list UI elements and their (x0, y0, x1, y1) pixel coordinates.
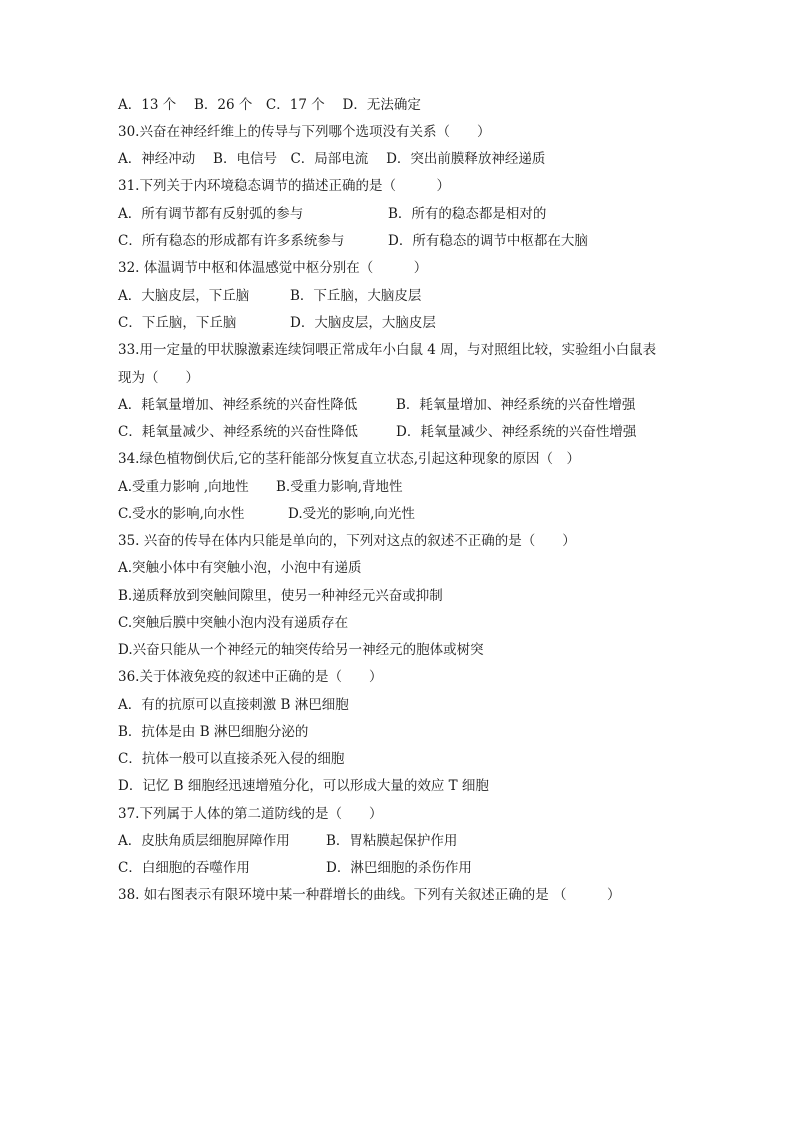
option-c: C．抗体一般可以直接杀死入侵的细胞 (118, 751, 345, 767)
q31-options-ab (118, 205, 547, 223)
question-stem: 30.兴奋在神经纤维上的传导与下列哪个选项没有关系（ ） (118, 124, 491, 140)
option-a: A.突触小体中有突触小泡，小泡中有递质 (118, 560, 362, 576)
q29-options (118, 96, 421, 114)
q35-option-d (118, 641, 484, 659)
q34-options-cd (118, 505, 415, 523)
question-stem: 36.关于体液免疫的叙述中正确的是（ ） (118, 669, 383, 685)
question-stem: 31.下列关于内环境稳态调节的描述正确的是（ ） (118, 178, 450, 194)
question-stem: 37.下列属于人体的第二道防线的是（ ） (118, 806, 383, 822)
q30-stem (118, 123, 490, 141)
option-d: D．记忆 B 细胞经迅速增殖分化，可以形成大量的效应 T 细胞 (118, 778, 489, 794)
q33-options-ab (118, 396, 636, 414)
option-a: A．有的抗原可以直接刺激 B 淋巴细胞 (118, 697, 349, 713)
q35-stem (118, 532, 576, 550)
q31-stem (118, 177, 450, 195)
q32-options-cd (118, 314, 436, 332)
q37-options-ab (118, 832, 458, 850)
q30-options (118, 150, 545, 168)
q34-stem (118, 450, 580, 468)
question-stem: 35. 兴奋的传导在体内只能是单向的，下列对这点的叙述不正确的是（ ） (118, 533, 576, 549)
q33-options-cd (118, 423, 637, 441)
q33-stem-cont (118, 369, 199, 387)
q32-options-ab (118, 287, 422, 305)
option-b: B.递质释放到突触间隙里，使另一种神经元兴奋或抑制 (118, 588, 443, 604)
q37-options-cd (118, 859, 472, 877)
question-stem: 34.绿色植物倒伏后,它的茎秆能部分恢复直立状态,引起这种现象的原因（ ） (118, 451, 581, 467)
q31-options-cd (118, 232, 588, 250)
option-b: B．胃粘膜起保护作用 (326, 833, 458, 849)
option-b: B.受重力影响,背地性 (276, 479, 403, 495)
option-row: A．13 个 B．26 个 C．17 个 D．无法确定 (118, 97, 421, 113)
option-c: C．耗氧量减少、神经系统的兴奋性降低 (118, 424, 358, 440)
option-a: A．所有调节都有反射弧的参与 (118, 206, 304, 222)
question-stem: 38. 如右图表示有限环境中某一种群增长的曲线。下列有关叙述正确的是 （ ） (118, 887, 621, 903)
q36-option-b (118, 723, 308, 741)
option-a: A.受重力影响 ,向地性 (118, 479, 249, 495)
option-d: D．所有稳态的调节中枢都在大脑 (388, 233, 588, 249)
q32-stem (118, 259, 427, 277)
question-stem: 32. 体温调节中枢和体温感觉中枢分别在（ ） (118, 260, 428, 276)
question-stem-continued: 现为（ ） (118, 370, 199, 386)
option-c: C.突触后膜中突触小泡内没有递质存在 (118, 615, 349, 631)
option-c: C．所有稳态的形成都有许多系统参与 (118, 233, 345, 249)
option-d: D.兴奋只能从一个神经元的轴突传给另一神经元的胞体或树突 (118, 642, 484, 658)
option-d: D.受光的影响,向光性 (288, 506, 415, 522)
q34-options-ab (118, 478, 403, 496)
q37-stem (118, 805, 382, 823)
option-a: A．耗氧量增加、神经系统的兴奋性降低 (118, 397, 358, 413)
option-c: C．白细胞的吞噬作用 (118, 860, 250, 876)
option-d: D．耗氧量减少、神经系统的兴奋性增强 (396, 424, 637, 440)
option-row: A．神经冲动 B．电信号 C．局部电流 D．突出前膜释放神经递质 (118, 151, 546, 167)
q38-stem (118, 886, 621, 904)
q35-option-c (118, 614, 348, 632)
option-b: B．耗氧量增加、神经系统的兴奋性增强 (396, 397, 636, 413)
q35-option-b (118, 587, 443, 605)
q36-option-a (118, 696, 349, 714)
option-d: D．淋巴细胞的杀伤作用 (326, 860, 472, 876)
q35-option-a (118, 559, 362, 577)
option-b: B．下丘脑，大脑皮层 (290, 288, 422, 304)
option-b: B．抗体是由 B 淋巴细胞分泌的 (118, 724, 309, 740)
option-b: B．所有的稳态都是相对的 (388, 206, 547, 222)
q36-option-c (118, 750, 344, 768)
option-c: C．下丘脑，下丘脑 (118, 315, 237, 331)
question-stem: 33.用一定量的甲状腺激素连续饲喂正常成年小白鼠 4 周，与对照组比较，实验组小白鼠表 (118, 342, 657, 358)
option-a: A．皮肤角质层细胞屏障作用 (118, 833, 290, 849)
q36-stem (118, 668, 382, 686)
q33-stem (118, 341, 656, 359)
option-a: A．大脑皮层，下丘脑 (118, 288, 250, 304)
option-c: C.受水的影响,向水性 (118, 506, 245, 522)
q36-option-d (118, 777, 489, 795)
option-d: D．大脑皮层，大脑皮层 (290, 315, 436, 331)
